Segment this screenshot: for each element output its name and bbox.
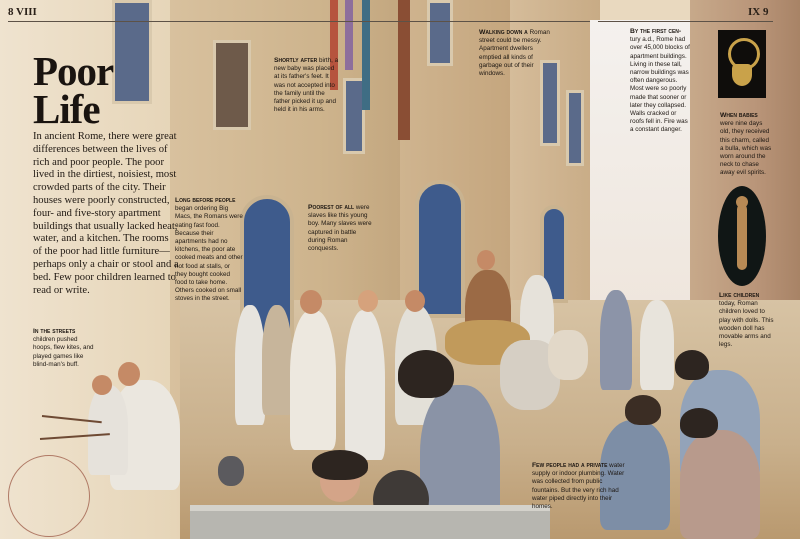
cat — [218, 456, 244, 486]
person — [345, 310, 385, 460]
window — [566, 90, 584, 166]
caption-text: birth, a new baby was placed at its father's feet. It was not accepted into the family until the father picked it up and held it in his arms. — [274, 57, 339, 114]
header-rule — [8, 21, 590, 22]
hair — [625, 395, 661, 425]
caption-streets — [33, 328, 97, 369]
caption-lead: When babies — [720, 112, 758, 119]
caption-lead: Long before people — [175, 197, 236, 204]
caption-bulla — [720, 112, 772, 178]
caption-lead: Shortly after — [274, 57, 318, 64]
intro-paragraph: In ancient Rome, there were great differences between the lives of rich and poor people. The poor lived in the dirtiest, noisiest, most crowded parts of the city. Their houses were poorly constructed, four- and five-story apartment buildings that usually lacked heat, water, and a kitchen. The rooms of the poor had little furniture—perhaps only a chair or stool and a bed. Few poor children learned to read or write. — [33, 131, 179, 296]
header-rule — [598, 21, 773, 22]
caption-lead: Like children — [719, 292, 760, 299]
hair — [398, 350, 454, 398]
caption-fast-food — [175, 197, 243, 304]
caption-slaves — [308, 204, 372, 253]
caption-text: today, Roman children loved to play with dolls. This wooden doll has movable arms and legs. — [719, 300, 774, 349]
caption-lead: Walking down a — [479, 29, 528, 36]
caption-text: water supply or indoor plumbing. Water was collected from public fountains. But the very rich had water piped directly into their homes. — [532, 462, 625, 511]
bulla-charm-photo — [718, 30, 766, 98]
caption-text: were nine days old, they received this charm, called a bulla, which was worn around the neck to chase away evil spirits. — [720, 120, 772, 177]
person — [290, 310, 336, 450]
caption-lead: Few people had a private — [532, 462, 608, 469]
head — [358, 290, 378, 312]
page-title — [33, 48, 153, 132]
caption-doll — [719, 292, 777, 349]
head — [405, 290, 425, 312]
title-line-2: Life — [33, 86, 100, 132]
hair — [312, 450, 368, 480]
caption-text: Roman street could be messy. Apartment dwellers emptied all kinds of garbage out of their windows. — [479, 29, 550, 78]
caption-text: began ordering Big Macs, the Romans were eating fast food. Because their apartments had no kitchens, the poor ate cooked meats and other hot food at stalls, or they bought cooked food to take home. Others cooked on small stoves in the street. — [175, 205, 243, 303]
head — [300, 290, 322, 314]
head — [477, 250, 495, 270]
left-page-number: 8 VIII — [8, 6, 37, 18]
head — [92, 375, 112, 395]
bulla-pendant-icon — [732, 64, 752, 86]
head — [118, 362, 140, 386]
person — [640, 300, 674, 390]
caption-lead: By the first cen- — [630, 28, 682, 35]
person — [680, 430, 760, 539]
hoop — [8, 455, 90, 537]
caption-text: were slaves like this young boy. Many slaves were captured in battle during Roman conquests. — [308, 204, 372, 253]
ox — [548, 330, 588, 380]
window — [213, 40, 251, 130]
caption-apartments — [630, 28, 690, 135]
title-line-1: Poor — [33, 48, 114, 94]
caption-lead: In the streets — [33, 328, 76, 335]
caption-water — [532, 462, 630, 511]
caption-text: tury a.d., Rome had over 45,000 blocks of apartment buildings. Living in these tall, narrow buildings was often dangerous. Most were so poorly made that sooner or later they collapsed. Walls cracked or roofs fell in. Fire was a constant danger. — [630, 36, 690, 134]
person — [235, 305, 265, 425]
hair — [675, 350, 709, 380]
laundry — [345, 0, 353, 70]
doll-body-icon — [737, 204, 747, 270]
person — [600, 290, 632, 390]
laundry — [362, 0, 370, 110]
caption-new-baby — [274, 57, 340, 114]
caption-lead: Poorest of all — [308, 204, 355, 211]
right-page-number: IX 9 — [748, 6, 769, 18]
person — [262, 305, 292, 415]
window — [427, 0, 453, 66]
caption-text: children pushed hoops, flew kites, and played games like blind-man's buff. — [33, 336, 94, 368]
child — [88, 385, 128, 475]
public-fountain — [190, 505, 550, 539]
hair — [680, 408, 718, 438]
caption-garbage — [479, 29, 551, 78]
wooden-doll-photo — [718, 186, 766, 286]
